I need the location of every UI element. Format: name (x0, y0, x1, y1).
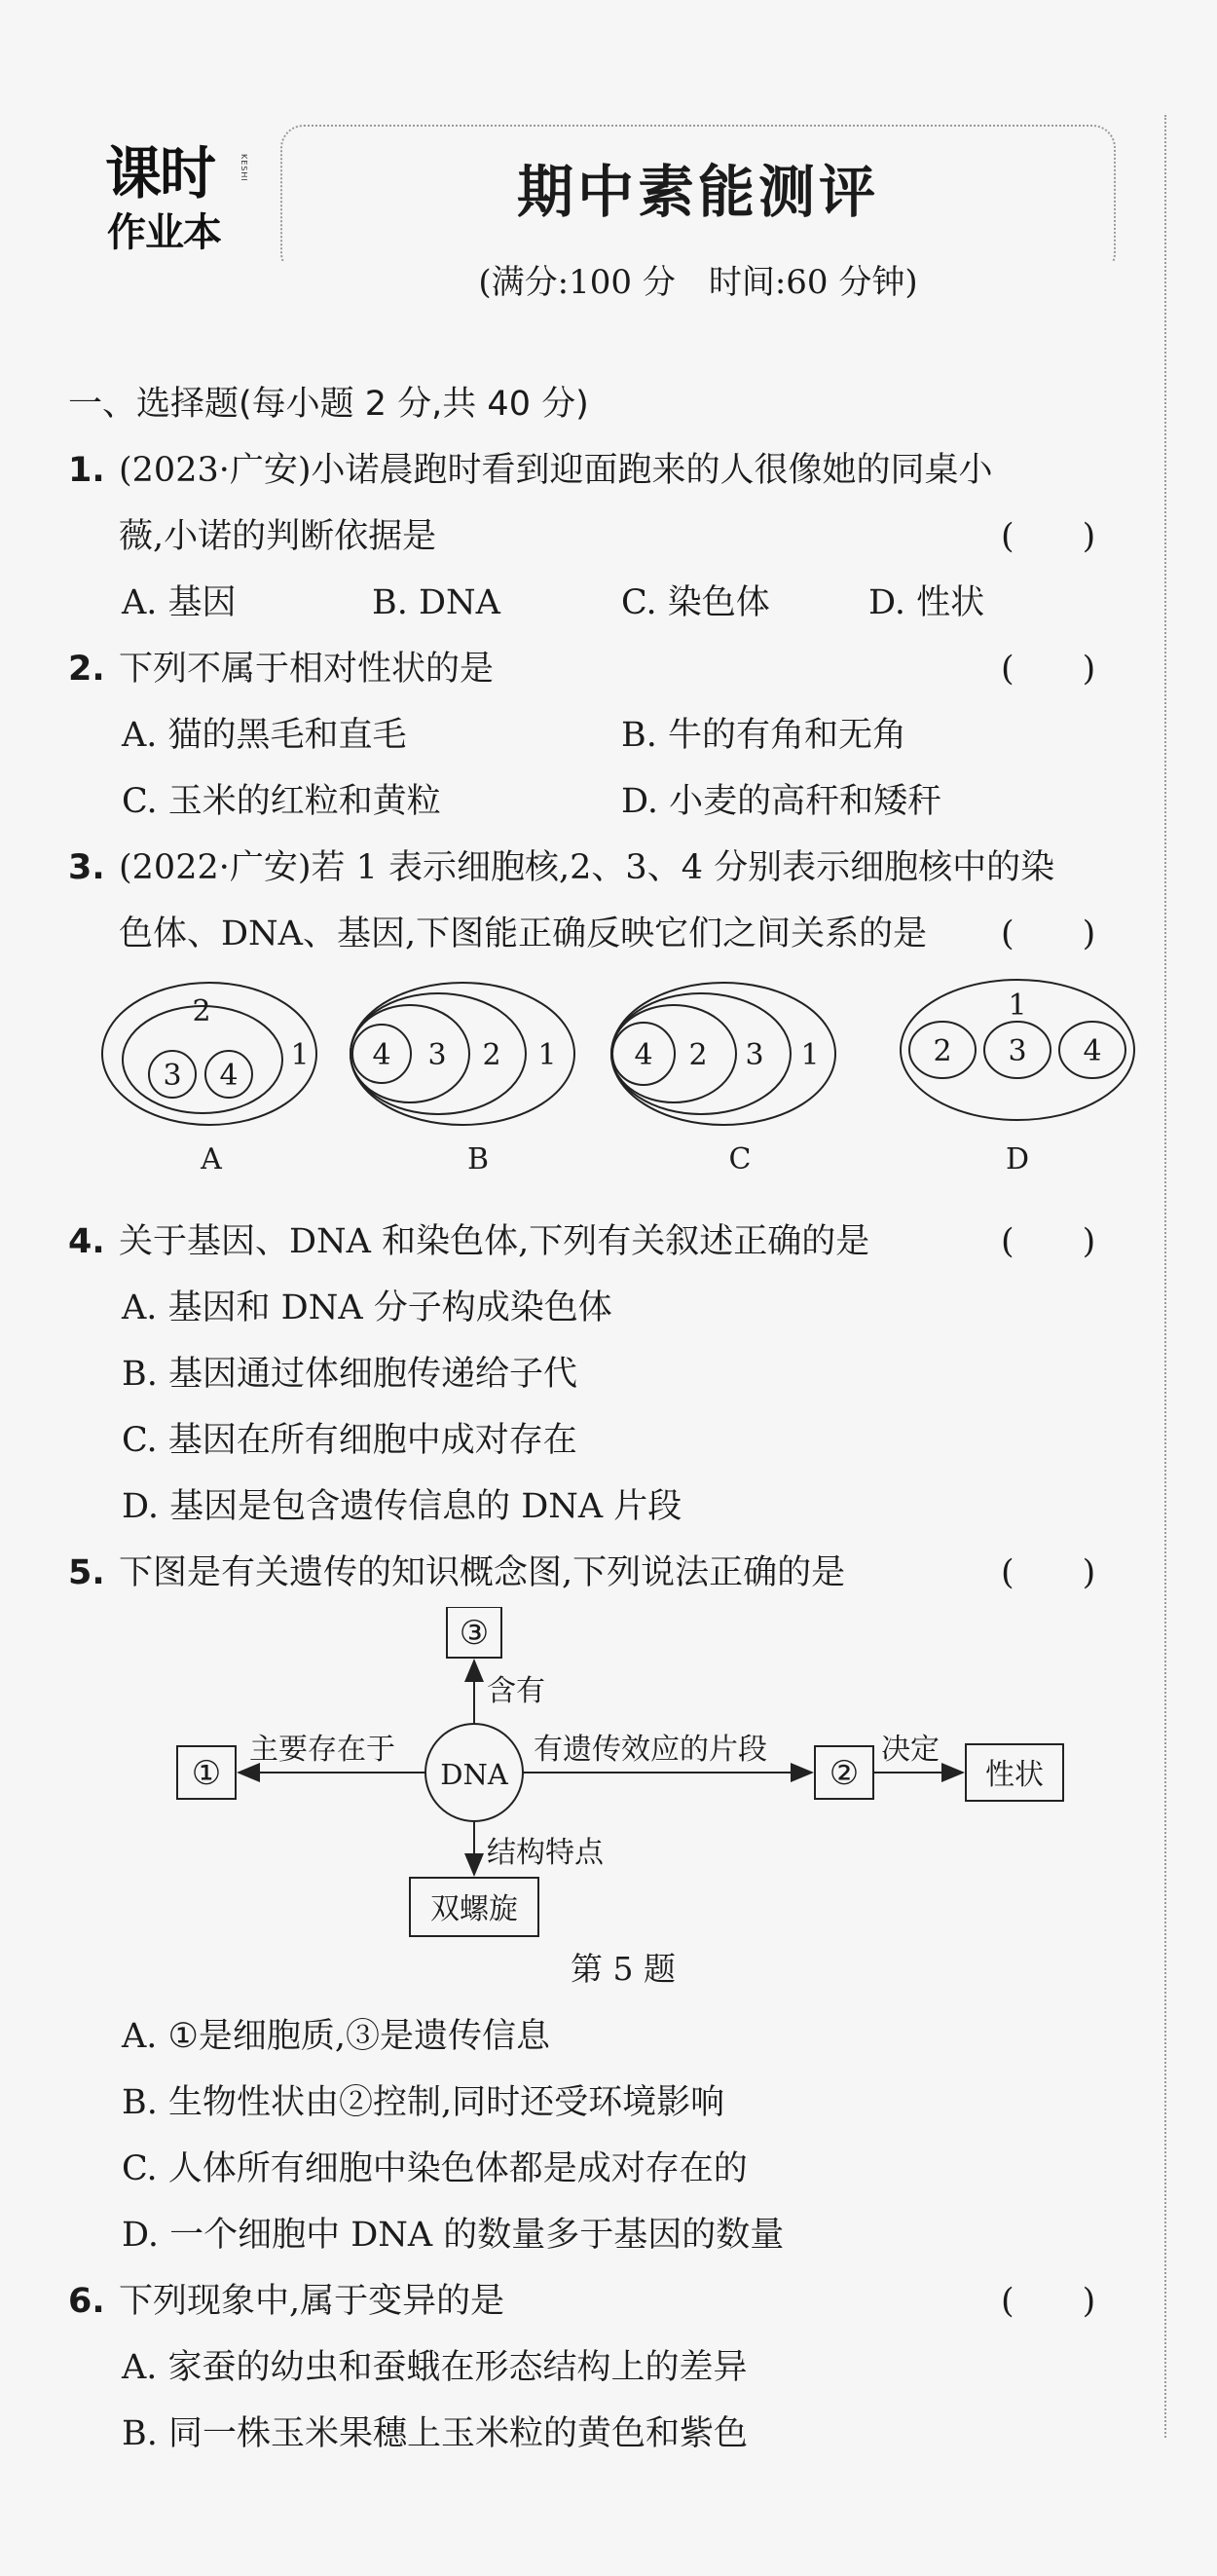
option-c[interactable]: C. 基因在所有细胞中成对存在 (122, 1421, 577, 1460)
question-text: 下图是有关遗传的知识概念图,下列说法正确的是 (119, 1553, 846, 1592)
question-text: (2022·广安)若 1 表示细胞核,2、3、4 分别表示细胞核中的染 (119, 848, 1055, 887)
option-b[interactable]: B. 基因通过体细胞传递给子代 (122, 1355, 577, 1394)
answer-blank[interactable]: ( ) (1001, 650, 1096, 689)
answer-blank[interactable]: ( ) (1001, 517, 1096, 556)
option-a[interactable]: A. 家蚕的幼虫和蚕蛾在形态结构上的差异 (122, 2348, 748, 2387)
figure-caption: 第 5 题 (571, 1950, 676, 1988)
option-d[interactable]: D. 性状 (868, 583, 985, 622)
venn-label: 4 (219, 1059, 239, 1093)
venn-label: 2 (688, 1038, 708, 1072)
helix-label: 双螺旋 (430, 1892, 518, 1926)
question-number: 2. (68, 650, 105, 689)
box-2-label: ② (829, 1754, 860, 1793)
option-d[interactable]: D. 一个细胞中 DNA 的数量多于基因的数量 (122, 2216, 785, 2255)
exam-subtitle: (满分:100 分 时间:60 分钟) (280, 261, 1116, 304)
venn-label: 1 (290, 1038, 310, 1072)
option-a[interactable]: A. 基因和 DNA 分子构成染色体 (122, 1288, 612, 1327)
venn-label: 2 (192, 994, 211, 1028)
option-d[interactable]: D. 基因是包含遗传信息的 DNA 片段 (122, 1487, 682, 1526)
question-number: 5. (68, 1553, 105, 1592)
venn-label: 1 (1008, 989, 1027, 1023)
diagram-label: B (466, 1142, 490, 1176)
question-text: 色体、DNA、基因,下图能正确反映它们之间关系的是 (119, 915, 928, 953)
option-b[interactable]: B. 生物性状由②控制,同时还受环境影响 (122, 2083, 725, 2122)
box-1-label: ① (191, 1754, 222, 1793)
page-title: 期中素能测评 (516, 159, 879, 225)
option-c[interactable]: C. 染色体 (621, 583, 770, 622)
box-3-label: ③ (459, 1614, 490, 1653)
edge-label: 含有 (487, 1674, 545, 1708)
answer-blank[interactable]: ( ) (1001, 1553, 1096, 1592)
question-text: 薇,小诺的判断依据是 (119, 517, 437, 556)
logo-small-text: KESHI (240, 154, 248, 182)
diagram-label: C (728, 1142, 752, 1176)
question-text: 关于基因、DNA 和染色体,下列有关叙述正确的是 (119, 1222, 870, 1261)
question-number: 4. (68, 1222, 105, 1261)
answer-blank[interactable]: ( ) (1001, 915, 1096, 953)
venn-label: 3 (1008, 1034, 1027, 1068)
edge-label: 结构特点 (487, 1836, 604, 1870)
logo-bottom-text: 作业本 (107, 210, 221, 255)
venn-label: 4 (1083, 1034, 1102, 1068)
option-a[interactable]: A. 猫的黑毛和直毛 (122, 716, 407, 755)
logo-top-text: 课时 (105, 140, 215, 206)
question-number: 3. (68, 848, 105, 887)
edge-label: 主要存在于 (249, 1733, 395, 1767)
concept-map (156, 1607, 1090, 1958)
edge-label: 有遗传效应的片段 (534, 1733, 767, 1767)
answer-blank[interactable]: ( ) (1001, 1222, 1096, 1261)
venn-label: 4 (372, 1038, 391, 1072)
dna-label: DNA (440, 1758, 508, 1791)
logo (105, 140, 251, 271)
venn-label: 2 (933, 1034, 952, 1068)
venn-label: 3 (745, 1038, 764, 1072)
question-text: (2023·广安)小诺晨跑时看到迎面跑来的人很像她的同桌小 (119, 451, 993, 490)
section-heading: 一、选择题(每小题 2 分,共 40 分) (68, 385, 589, 424)
trait-label: 性状 (985, 1758, 1044, 1792)
venn-label: 3 (427, 1038, 447, 1072)
venn-label: 1 (800, 1038, 820, 1072)
option-b[interactable]: B. DNA (372, 583, 500, 622)
option-b[interactable]: B. 牛的有角和无角 (621, 716, 906, 755)
diagram-label: D (1005, 1142, 1030, 1176)
venn-diagrams (92, 974, 1144, 1198)
venn-label: 4 (634, 1038, 653, 1072)
option-b[interactable]: B. 同一株玉米果穗上玉米粒的黄色和紫色 (122, 2414, 748, 2453)
margin-rule (1164, 115, 1166, 2438)
question-text: 下列不属于相对性状的是 (119, 650, 495, 689)
venn-label: 1 (537, 1038, 557, 1072)
option-d[interactable]: D. 小麦的高秆和矮秆 (621, 782, 942, 821)
edge-label: 决定 (881, 1733, 940, 1767)
diagram-label: A (201, 1142, 222, 1176)
venn-label: 2 (482, 1038, 501, 1072)
option-c[interactable]: C. 人体所有细胞中染色体都是成对存在的 (122, 2149, 748, 2188)
option-c[interactable]: C. 玉米的红粒和黄粒 (122, 782, 441, 821)
question-number: 1. (68, 451, 105, 490)
option-a[interactable]: A. 基因 (122, 583, 237, 622)
venn-label: 3 (163, 1059, 182, 1093)
option-a[interactable]: A. ①是细胞质,③是遗传信息 (122, 2017, 551, 2056)
answer-blank[interactable]: ( ) (1001, 2282, 1096, 2321)
question-text: 下列现象中,属于变异的是 (119, 2282, 505, 2321)
question-number: 6. (68, 2282, 105, 2321)
